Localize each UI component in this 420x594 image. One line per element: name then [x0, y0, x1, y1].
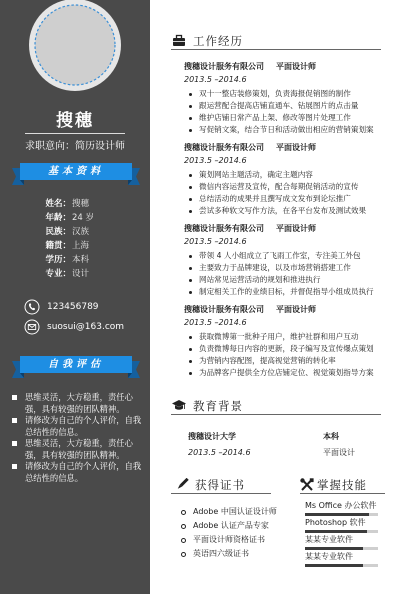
- circle-bullet: [181, 524, 186, 529]
- skills-section-rule: [300, 493, 385, 494]
- self-eval-title: 自我评估: [48, 359, 104, 370]
- duty-item: [184, 88, 384, 100]
- duty-item: [184, 193, 384, 205]
- basic-info-banner: [12, 163, 140, 187]
- duty-text: 为营销内容配图，提高视觉营销的转化率: [199, 356, 336, 365]
- candidate-name: 搜穗: [56, 111, 94, 131]
- work-section-rule: [171, 49, 381, 50]
- info-row-degree: [0, 253, 150, 267]
- self-eval-line: 思维灵活，大方稳重，责任心: [25, 392, 133, 402]
- self-eval-banner: [12, 356, 140, 380]
- entry-position: 平面设计师: [276, 143, 316, 152]
- skill-bar-fill: [305, 530, 367, 533]
- self-eval-line: 强，具有较强的团队精神。: [25, 403, 125, 414]
- skill-bar-track: [305, 547, 378, 550]
- duty-text: 主要致力于品牌建设，以及市场营销搭建工作: [199, 263, 351, 272]
- duty-list: [184, 250, 384, 298]
- skill-name: Ms Office 办公软件: [305, 501, 377, 510]
- dot-bullet: [189, 174, 192, 177]
- duty-text: 微信内容运营及宣传，配合每期促销活动的宣传: [199, 182, 359, 191]
- info-value: 汉族: [72, 227, 90, 237]
- work-entry: [184, 303, 384, 379]
- skill-bar-track: [305, 530, 378, 533]
- duty-text: 维护店铺日常产品上架、修改等图片处理工作: [199, 113, 351, 122]
- info-label: 学历：: [45, 255, 71, 265]
- cert-text: Adobe 认证产品专家: [193, 521, 269, 530]
- entry-date: 2013.5 –2014.6: [184, 237, 247, 246]
- info-value: 本科: [72, 255, 90, 265]
- skill-bar-fill: [305, 547, 363, 550]
- self-eval-line: 强，具有较强的团队精神。: [25, 449, 125, 460]
- basic-info-title: 基本资料: [48, 166, 104, 177]
- skill-bar-track: [305, 564, 378, 567]
- duty-list: [184, 169, 384, 217]
- circle-bullet: [181, 538, 186, 543]
- info-label: 年龄：: [45, 213, 71, 223]
- work-entry: [184, 60, 384, 136]
- cert-item: [181, 547, 249, 561]
- certs-section-title: 获得证书: [195, 478, 245, 492]
- phone-number: 123456789: [47, 302, 99, 312]
- skill-name: 某某专业软件: [305, 552, 353, 561]
- dot-bullet: [189, 198, 192, 201]
- self-eval-line: 思维灵活，大方稳重，责任心: [25, 438, 133, 448]
- entry-position: 平面设计师: [276, 305, 316, 314]
- name-divider: [25, 133, 125, 134]
- dot-bullet: [189, 267, 192, 270]
- tools-icon: [300, 478, 314, 491]
- dot-bullet: [189, 93, 192, 96]
- sidebar: [0, 0, 150, 594]
- info-label: 籍贯：: [45, 241, 71, 251]
- cert-text: Adobe 中国认证设计师: [193, 507, 277, 516]
- briefcase-icon: [172, 34, 186, 47]
- duty-text: 网站常见运营活动的规划和推进执行: [199, 275, 321, 284]
- education-date: 2013.5 –2014.6: [188, 448, 251, 457]
- skills-section-title: 掌握技能: [317, 478, 367, 492]
- duty-text: 为品牌客户提供全方位店铺定位、视觉策划指导方案: [199, 368, 374, 377]
- cert-item: [181, 533, 265, 547]
- entry-date: 2013.5 –2014.6: [184, 75, 247, 84]
- mail-icon: [24, 319, 40, 335]
- entry-company: 搜穗设计服务有限公司: [184, 143, 264, 152]
- duty-list: [184, 88, 384, 136]
- duty-item: [184, 343, 384, 355]
- duty-text: 负责微博每日内容的更新，段子编写及宣传爆点策划: [199, 344, 374, 353]
- work-section-title: 工作经历: [193, 34, 243, 48]
- contact-email: [24, 319, 144, 335]
- dot-bullet: [189, 105, 192, 108]
- info-row-hometown: [0, 239, 150, 253]
- contact-phone: [24, 299, 144, 315]
- dot-bullet: [189, 336, 192, 339]
- duty-item: [184, 367, 384, 379]
- dot-bullet: [189, 279, 192, 282]
- skill-bar-track: [305, 513, 378, 516]
- education-degree: 本科: [323, 432, 339, 441]
- square-bullet: [12, 464, 17, 469]
- skill-bar-fill: [305, 513, 369, 516]
- duty-item: [184, 286, 384, 298]
- entry-company: 搜穗设计服务有限公司: [184, 224, 264, 233]
- email-address: suosui@163.com: [47, 322, 125, 332]
- self-eval-line: 请修改为自己的个人评价，自我: [25, 461, 142, 471]
- graduation-cap-icon: [172, 399, 186, 412]
- dot-bullet: [189, 372, 192, 375]
- cert-item: [181, 519, 269, 533]
- duty-text: 尝试多种软文写作方法，在各平台发布及测试效果: [199, 206, 367, 215]
- info-value: 24 岁: [72, 213, 95, 223]
- education-major: 平面设计: [323, 448, 355, 457]
- certs-section-rule: [171, 493, 271, 494]
- duty-text: 写促销文案，结合节日和活动做出相应的营销策划案: [199, 125, 374, 134]
- duty-text: 带领 4 人小组成立了飞雨工作室，专注美工外包: [199, 251, 361, 260]
- entry-position: 平面设计师: [276, 224, 316, 233]
- education-section-title: 教育背景: [193, 399, 243, 413]
- duty-item: [184, 331, 384, 343]
- info-row-name: [0, 197, 150, 211]
- duty-item: [184, 250, 384, 262]
- info-row-ethnicity: [0, 225, 150, 239]
- duty-text: 策划网站主题活动，确定主题内容: [199, 170, 313, 179]
- duty-item: [184, 181, 384, 193]
- info-row-major: [0, 267, 150, 281]
- dot-bullet: [189, 117, 192, 120]
- duty-item: [184, 205, 384, 217]
- entry-company: 搜穗设计服务有限公司: [184, 305, 264, 314]
- info-label: 专业：: [45, 269, 71, 279]
- entry-position: 平面设计师: [276, 62, 316, 71]
- info-value: 搜穗: [72, 199, 90, 209]
- square-bullet: [12, 441, 17, 446]
- duty-text: 总结活动的成果并且撰写成文发布到论坛推广: [199, 194, 351, 203]
- dot-bullet: [189, 255, 192, 258]
- skill-item: [305, 518, 378, 535]
- pen-icon: [175, 478, 189, 491]
- dot-bullet: [189, 291, 192, 294]
- cert-item: [181, 505, 277, 519]
- cert-text: 平面设计师资格证书: [193, 535, 265, 544]
- skill-name: 某某专业软件: [305, 535, 353, 544]
- square-bullet: [12, 395, 17, 400]
- duty-item: [184, 112, 384, 124]
- dot-bullet: [189, 348, 192, 351]
- work-entry: [184, 141, 384, 217]
- duty-item: [184, 262, 384, 274]
- duty-text: 制定相关工作的业绩目标，并督促指导小组成员执行: [199, 287, 374, 296]
- info-value: 上海: [72, 241, 90, 251]
- dot-bullet: [189, 129, 192, 132]
- education-section-rule: [171, 414, 381, 415]
- entry-date: 2013.5 –2014.6: [184, 156, 247, 165]
- duty-text: 跟运营配合提高店铺直通车、钻展图片的点击量: [199, 101, 359, 110]
- duty-item: [184, 124, 384, 136]
- phone-icon: [24, 299, 40, 315]
- duty-text: 获取微博第一批种子用户，维护社群和用户互动: [199, 332, 359, 341]
- duty-item: [184, 355, 384, 367]
- skill-item: [305, 552, 378, 569]
- job-objective: 求职意向：简历设计师: [25, 141, 125, 152]
- entry-company: 搜穗设计服务有限公司: [184, 62, 264, 71]
- education-school: 搜穗设计大学: [188, 432, 236, 441]
- circle-bullet: [181, 510, 186, 515]
- skill-item: [305, 501, 378, 518]
- skill-item: [305, 535, 378, 552]
- info-label: 姓名：: [45, 199, 71, 209]
- dot-bullet: [189, 186, 192, 189]
- info-value: 设计: [72, 269, 90, 279]
- duty-item: [184, 100, 384, 112]
- skill-bar-fill: [305, 564, 363, 567]
- cert-text: 英语四六级证书: [193, 549, 249, 558]
- dot-bullet: [189, 210, 192, 213]
- duty-item: [184, 274, 384, 286]
- duty-item: [184, 169, 384, 181]
- photo-placeholder: [28, 0, 122, 92]
- self-eval-line: 总结性的信息。: [25, 472, 84, 483]
- skill-name: Photoshop 软件: [305, 518, 366, 527]
- work-entry: [184, 222, 384, 298]
- square-bullet: [12, 418, 17, 423]
- duty-list: [184, 331, 384, 379]
- self-eval-line: 总结性的信息。: [25, 426, 84, 437]
- info-label: 民族：: [45, 227, 71, 237]
- info-row-age: [0, 211, 150, 225]
- circle-bullet: [181, 552, 186, 557]
- dot-bullet: [189, 360, 192, 363]
- self-eval-line: 请修改为自己的个人评价，自我: [25, 415, 142, 425]
- duty-text: 双十一整店装修策划，负责海报促销图的制作: [199, 89, 351, 98]
- entry-date: 2013.5 –2014.6: [184, 318, 247, 327]
